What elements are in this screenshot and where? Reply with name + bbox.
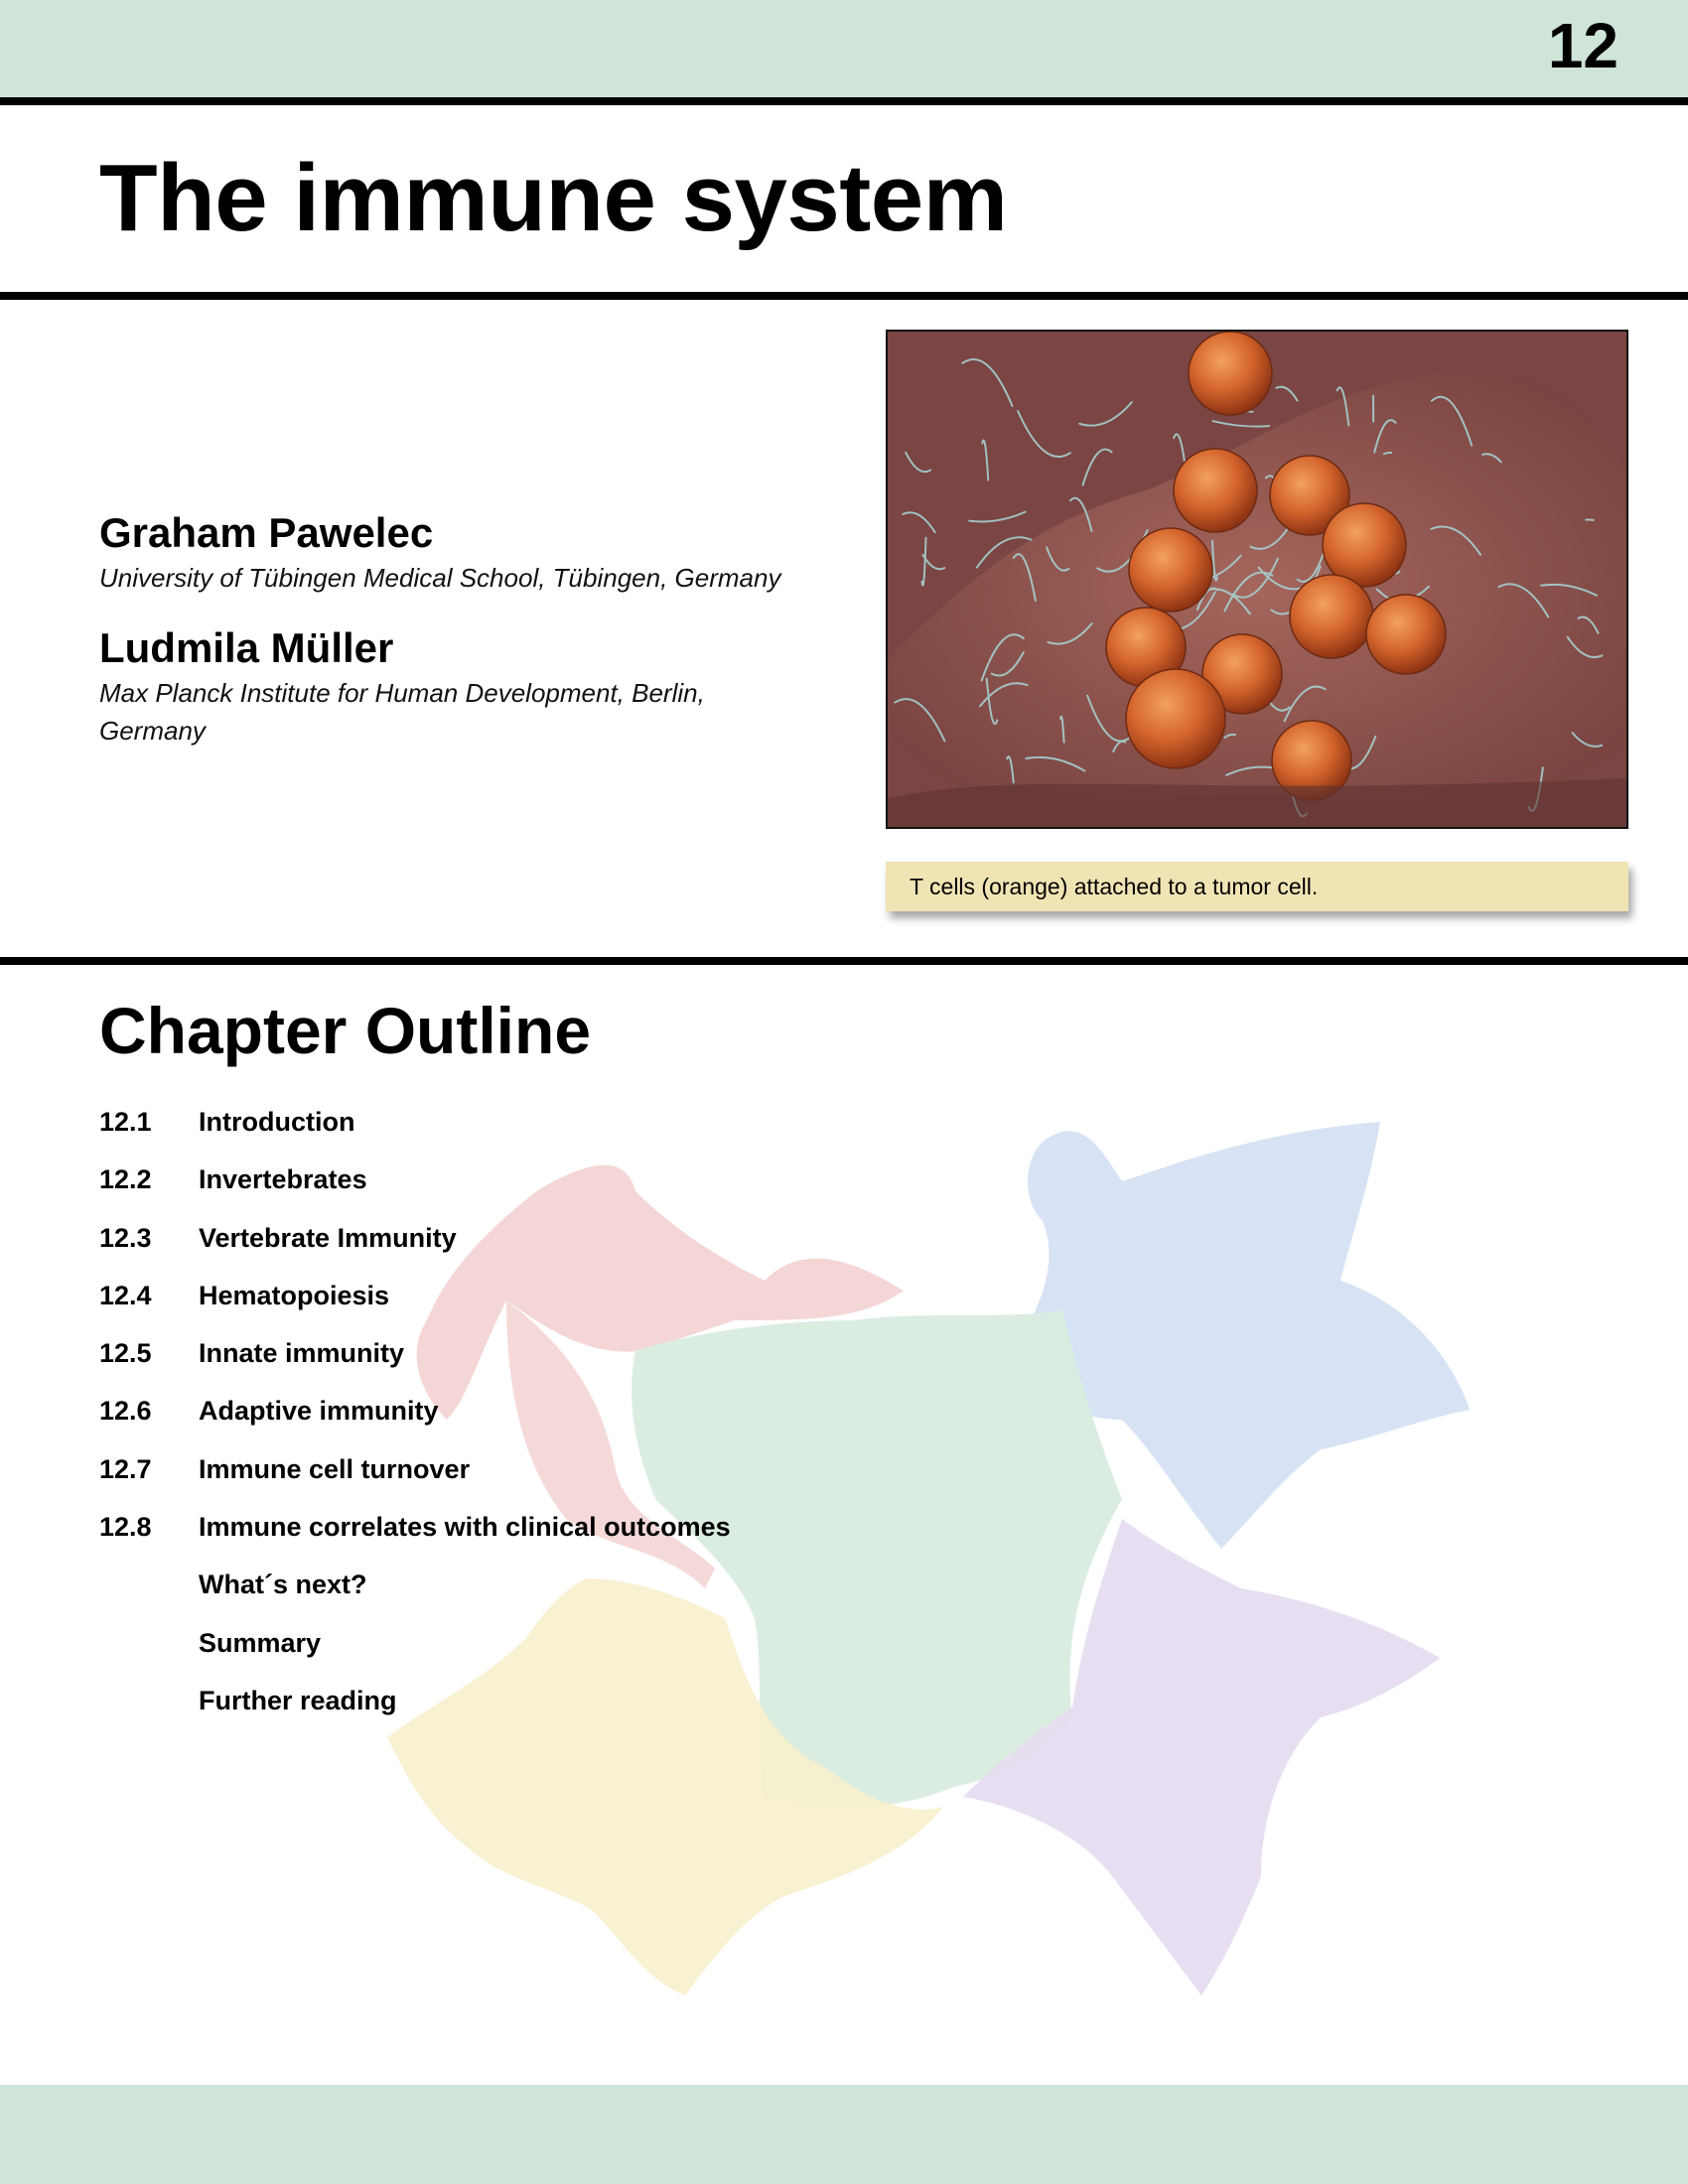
- outline-item-label: Adaptive immunity: [199, 1396, 439, 1427]
- outline-heading: Chapter Outline: [99, 994, 592, 1067]
- author-name: Ludmila Müller: [99, 624, 394, 671]
- outline-item[interactable]: [99, 1621, 993, 1679]
- outline-item-number: 12.5: [99, 1338, 152, 1369]
- t-cell: [1174, 449, 1257, 532]
- chapter-number: 12: [1547, 10, 1618, 81]
- title-rule: [0, 292, 1688, 300]
- outline-item-label: Invertebrates: [199, 1164, 367, 1195]
- outline-item[interactable]: [99, 1447, 993, 1505]
- outline-item-label: Introduction: [199, 1107, 355, 1137]
- outline-item-label: Immune correlates with clinical outcomes: [199, 1512, 731, 1543]
- outline-item[interactable]: [99, 1100, 993, 1158]
- t-cell: [1126, 669, 1225, 768]
- footer-band: [0, 2085, 1688, 2184]
- outline-item[interactable]: [99, 1505, 993, 1563]
- author-name: Graham Pawelec: [99, 509, 434, 556]
- outline-item-number: 12.8: [99, 1512, 152, 1543]
- t-cell: [1323, 503, 1406, 587]
- author-affiliation: Max Planck Institute for Human Development, Berlin, Germany: [99, 678, 705, 747]
- author-affiliation: University of Tübingen Medical School, Tübingen, Germany: [99, 563, 781, 594]
- outline-item-label: Immune cell turnover: [199, 1453, 471, 1484]
- t-cells-micrograph: [888, 332, 1626, 827]
- chapter-title: The immune system: [99, 145, 1008, 251]
- header-band: [0, 0, 1688, 97]
- outline-item-number: 12.7: [99, 1453, 152, 1484]
- cover-photo: [886, 330, 1628, 829]
- outline-item-label: Further reading: [199, 1685, 397, 1715]
- outline-item-number: 12.2: [99, 1164, 152, 1195]
- outline-item-number: 12.6: [99, 1396, 152, 1427]
- author-block: [99, 508, 854, 598]
- outline-item-number: 12.3: [99, 1222, 152, 1253]
- outline-item[interactable]: [99, 1274, 993, 1331]
- outline-item[interactable]: [99, 1158, 993, 1215]
- outline-item[interactable]: [99, 1389, 993, 1446]
- outline-item-label: Summary: [199, 1627, 322, 1658]
- outline-item-label: What´s next?: [199, 1570, 367, 1600]
- t-cell: [1129, 528, 1212, 612]
- t-cell: [1366, 595, 1446, 674]
- section-rule: [0, 957, 1688, 965]
- outline-item[interactable]: [99, 1679, 993, 1736]
- outline-item-label: Vertebrate Immunity: [199, 1222, 457, 1253]
- author-block: [99, 623, 814, 751]
- outline-item[interactable]: [99, 1563, 993, 1620]
- chapter-outline-list: [99, 1100, 993, 1736]
- figure-caption: T cells (orange) attached to a tumor cell.: [886, 862, 1628, 911]
- t-cell: [1189, 332, 1272, 415]
- outline-item-label: Innate immunity: [199, 1338, 405, 1369]
- header-rule: [0, 97, 1688, 105]
- outline-item[interactable]: [99, 1216, 993, 1274]
- outline-item[interactable]: [99, 1331, 993, 1389]
- outline-item-number: 12.1: [99, 1107, 152, 1137]
- outline-item-label: Hematopoiesis: [199, 1280, 390, 1310]
- outline-item-number: 12.4: [99, 1280, 152, 1310]
- t-cell: [1290, 575, 1373, 658]
